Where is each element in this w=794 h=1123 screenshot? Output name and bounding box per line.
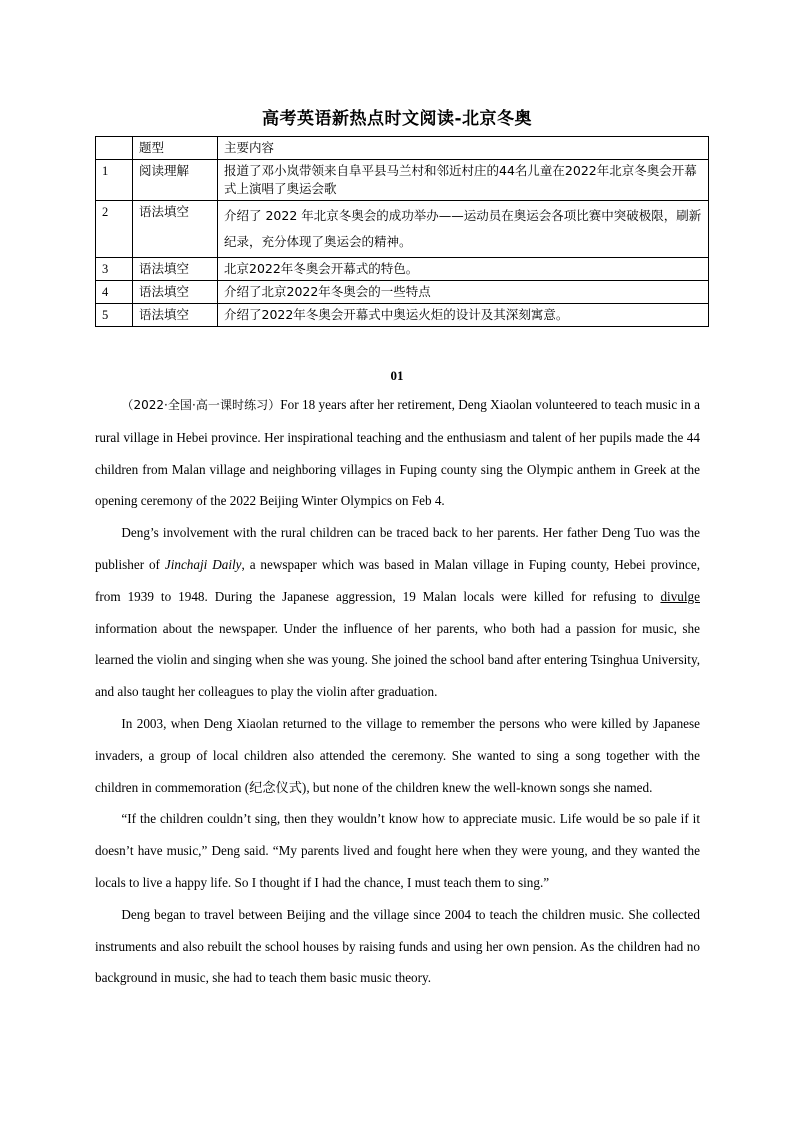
header-cell-number <box>96 137 133 160</box>
row-type: 阅读理解 <box>133 160 218 201</box>
header-cell-type: 题型 <box>133 137 218 160</box>
paragraph-text: Deng’s involvement with the rural children can be traced back to her parents. Her father Deng Tuo was the publisher of <box>95 525 700 572</box>
newspaper-name: Jinchaji Daily <box>164 556 242 572</box>
header-cell-content: 主要内容 <box>218 137 709 160</box>
row-type: 语法填空 <box>133 201 218 258</box>
row-content: 介绍了 2022 年北京冬奥会的成功举办——运动员在奥运会各项比赛中突破极限，刷新纪录，充分体现了奥运会的精神。 <box>218 201 709 258</box>
row-number: 3 <box>96 258 133 281</box>
table-row <box>96 281 709 304</box>
paragraph-text: information about the newspaper. Under the influence of her parents, who both had a passion for music, she learned the violin and singing when she was young. She joined the school band after entering Tsinghua University, and also taught her colleagues to play the violin after graduation. <box>95 620 700 700</box>
underlined-word: divulge <box>660 588 700 604</box>
row-content: 介绍了2022年冬奥会开幕式中奥运火炬的设计及其深刻寓意。 <box>218 304 709 327</box>
row-number: 2 <box>96 201 133 258</box>
paragraph <box>95 517 700 708</box>
table-row <box>96 160 709 201</box>
row-content: 介绍了北京2022年冬奥会的一些特点 <box>218 281 709 304</box>
table-header-row <box>96 137 709 160</box>
row-content: 北京2022年冬奥会开幕式的特色。 <box>218 258 709 281</box>
paragraph-text: , a newspaper which was based in Malan village in Fuping county, Hebei province, from 1939 to 1948. During the Japanese aggression, 19 Malan locals were killed for refusing to <box>95 556 700 604</box>
row-type: 语法填空 <box>133 258 218 281</box>
source-note: （2022·全国·高一课时练习） <box>121 398 281 412</box>
paragraph: In 2003, when Deng Xiaolan returned to the village to remember the persons who were killed by Japanese invaders, a group of local children also attended the ceremony. She wanted to sing a song together with the children in commemoration (纪念仪式), but none of the children knew the well-known songs she named. <box>95 715 700 795</box>
row-content: 报道了邓小岚带领来自阜平县马兰村和邻近村庄的44名儿童在2022年北京冬奥会开幕式上演唱了奥运会歌 <box>218 160 709 201</box>
paragraph <box>95 389 700 517</box>
table-row <box>96 304 709 327</box>
row-number: 1 <box>96 160 133 201</box>
paragraph: Deng began to travel between Beijing and the village since 2004 to teach the children music. She collected instruments and also rebuilt the school houses by raising funds and using her own pension. As the children had no background in music, she had to teach them basic music theory. <box>95 906 700 986</box>
summary-table <box>95 136 709 327</box>
row-type: 语法填空 <box>133 281 218 304</box>
row-number: 4 <box>96 281 133 304</box>
table-row <box>96 258 709 281</box>
paragraph: “If the children couldn’t sing, then they wouldn’t know how to appreciate music. Life would be so pale if it doesn’t have music,” Deng said. “My parents lived and fought here when they were young, and they wanted the locals to live a happy life. So I thought if I had the chance, I must teach them to sing.” <box>95 811 700 890</box>
section-number: 01 <box>390 368 404 383</box>
article-body <box>95 389 700 994</box>
page-title: 高考英语新热点时文阅读-北京冬奥 <box>261 109 533 129</box>
paragraph-text: For 18 years after her retirement, Deng Xiaolan volunteered to teach music in a rural village in Hebei province. Her inspirational teaching and the enthusiasm and talent of her pupils made the 44 children from Malan village and neighboring villages in Fuping county sing the Olympic anthem in Greek at the opening ceremony of the 2022 Beijing Winter Olympics on Feb 4. <box>95 397 700 509</box>
table-row <box>96 201 709 258</box>
row-type: 语法填空 <box>133 304 218 327</box>
row-number: 5 <box>96 304 133 327</box>
